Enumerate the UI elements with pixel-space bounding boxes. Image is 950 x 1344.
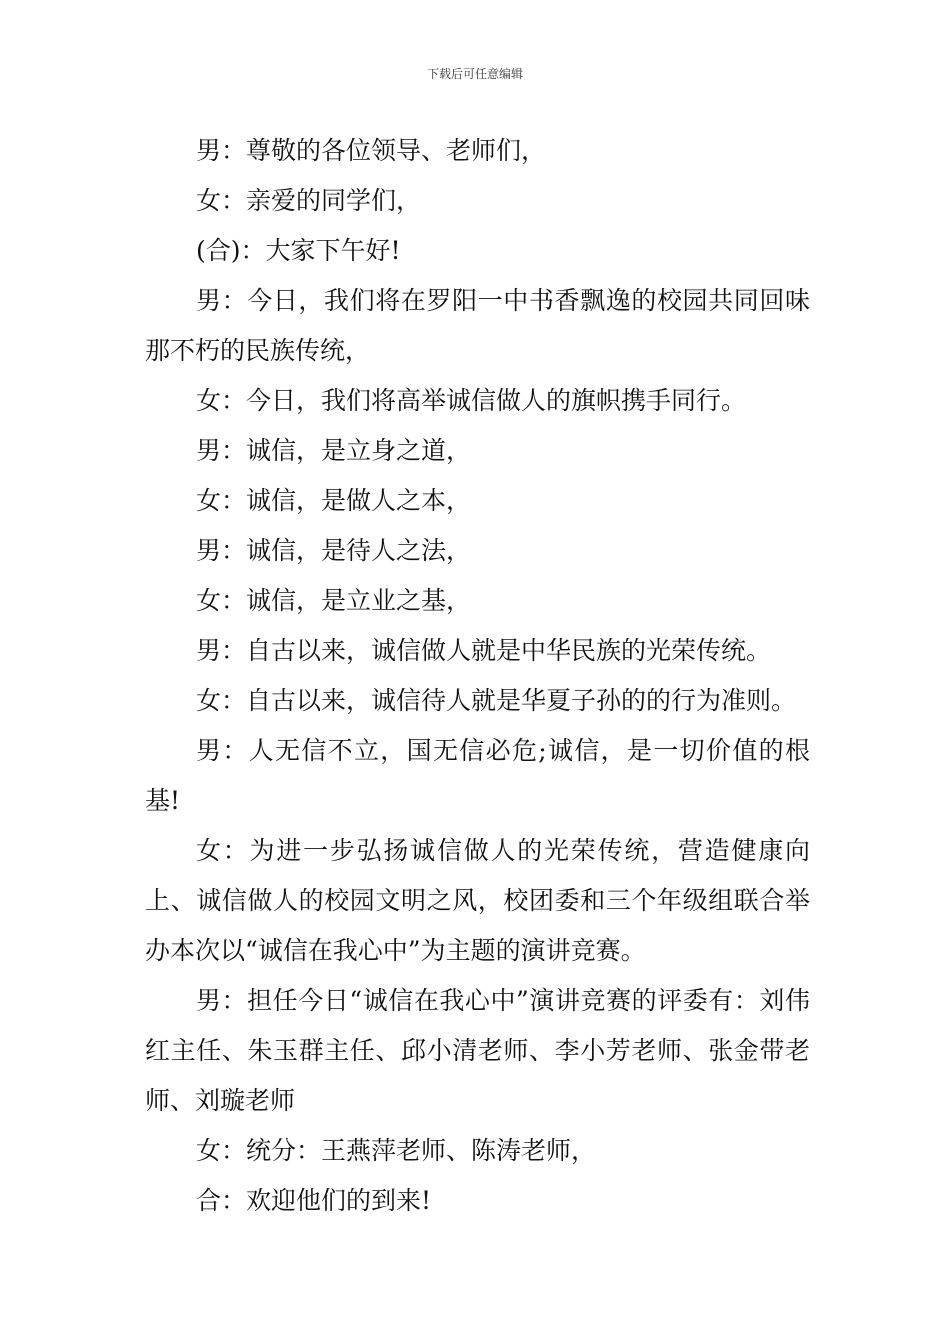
paragraph-judges: 男：担任今日“诚信在我心中”演讲竞赛的评委有：刘伟红主任、朱玉群主任、邱小清老师、李小芳老师、张金带老师、刘璇老师 — [145, 986, 810, 1115]
paragraph-scorers: 女：统分：王燕萍老师、陈涛老师， — [196, 1136, 597, 1165]
paragraph: 女：诚信，是立业之基， — [196, 586, 472, 615]
paragraph-male-greeting: 男：尊敬的各位领导、老师们， — [196, 136, 547, 165]
paragraph: 女：自古以来，诚信待人就是华夏子孙的的行为准则。 — [196, 686, 797, 715]
paragraph-female-greeting: 女：亲爱的同学们， — [196, 186, 422, 215]
paragraph: 男：自古以来，诚信做人就是中华民族的光荣传统。 — [196, 636, 772, 665]
paragraph: 男：诚信，是待人之法， — [196, 536, 472, 565]
paragraph: 女：今日，我们将高举诚信做人的旗帜携手同行。 — [196, 386, 747, 415]
paragraph: 男：今日，我们将在罗阳一中书香飘逸的校园共同回味那不朽的民族传统， — [145, 286, 810, 365]
paragraph: 男：诚信，是立身之道， — [196, 436, 472, 465]
paragraph: 女：诚信，是做人之本， — [196, 486, 472, 515]
paragraph-welcome: 合：欢迎他们的到来! — [196, 1186, 432, 1215]
document-body — [145, 126, 810, 1226]
paragraph: 女：为进一步弘扬诚信做人的光荣传统，营造健康向上、诚信做人的校园文明之风，校团委和三个年级组联合举办本次以“诚信在我心中”为主题的演讲竞赛。 — [145, 836, 810, 965]
page-header: 下载后可任意编辑 — [426, 67, 523, 81]
paragraph: 男：人无信不立，国无信必危;诚信，是一切价值的根基! — [145, 736, 810, 815]
paragraph-together-greeting: (合)：大家下午好! — [196, 236, 401, 265]
